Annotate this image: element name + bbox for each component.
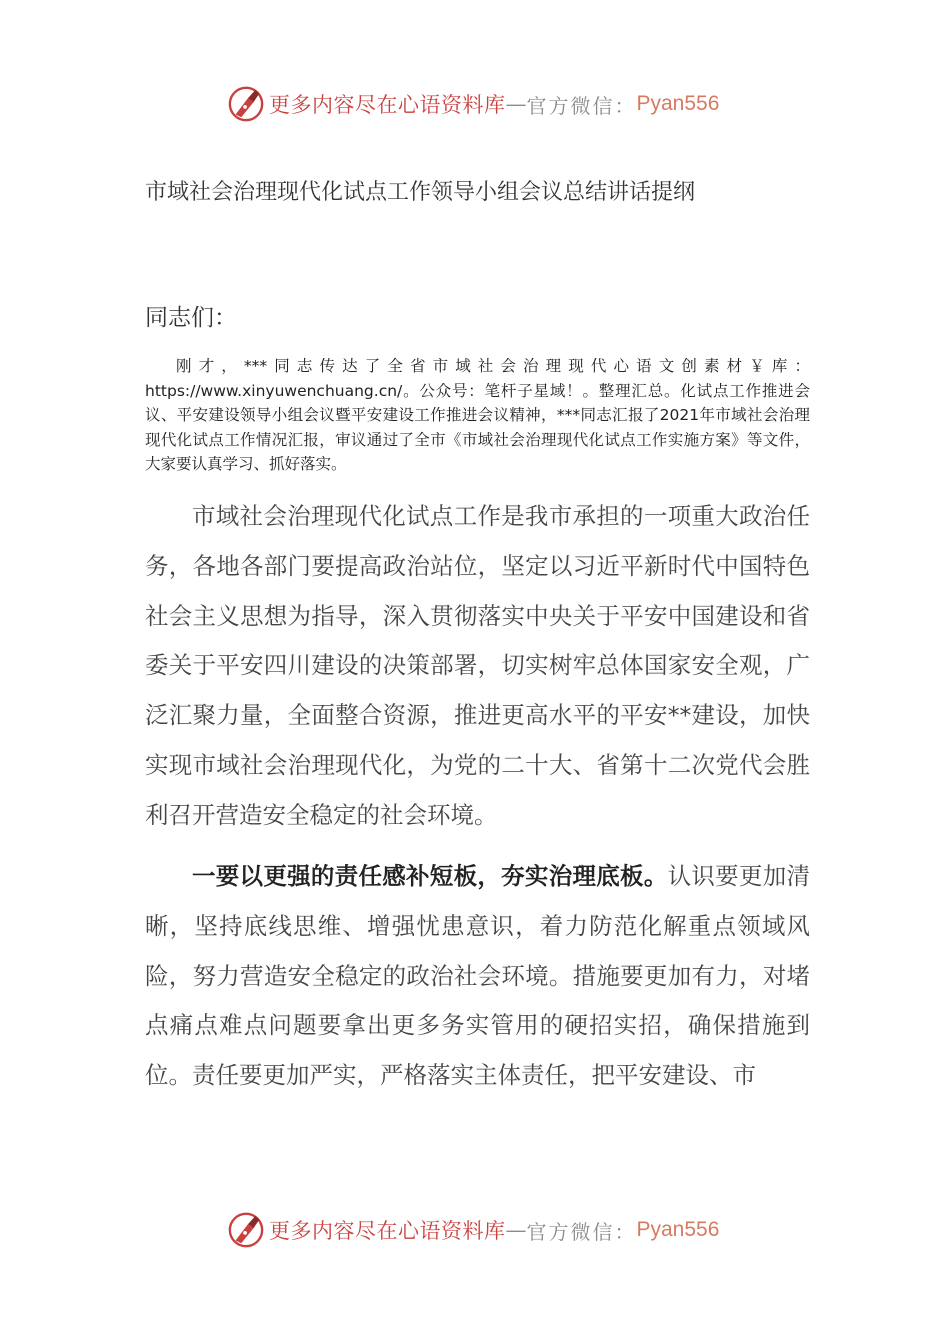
paragraph-2-lead: 一要以更强的责任感补短板，夯实治理底板。 <box>192 862 668 890</box>
watermark-group <box>227 82 719 126</box>
watermark-separator: — <box>505 1218 527 1242</box>
footer-watermark <box>0 1208 950 1252</box>
watermark-text: 更多内容尽在心语资料库 <box>269 93 506 117</box>
watermark-wechat-id: Pyan556 <box>636 92 720 115</box>
body-paragraph-2 <box>145 852 810 1101</box>
watermark-text: 更多内容尽在心语资料库 <box>269 1219 506 1243</box>
paragraph-2-body: 认识要更加清晰，坚持底线思维、增强忧患意识，着力防范化解重点领域风险，努力营造安全稳定的政治社会环境。措施要更加有力，对堵点痛点难点问题要拿出更多务实管用的硬招实招，确保措施到位。责任要更加严实，严格落实主体责任，把平安建设、市 <box>145 862 811 1090</box>
watermark-group <box>227 1208 719 1252</box>
watermark-label: 官方微信： <box>526 93 637 118</box>
greeting: 同志们： <box>145 305 237 331</box>
body-paragraph-1: 市域社会治理现代化试点工作是我市承担的一项重大政治任务，各地各部门要提高政治站位，坚定以习近平新时代中国特色社会主义思想为指导，深入贯彻落实中央关于平安中国建设和省委关于平安四川建设的决策部署，切实树牢总体国家安全观，广泛汇聚力量，全面整合资源，推进更高水平的平安**建设，加快实现市域社会治理现代化，为党的二十大、省第十二次党代会胜利召开营造安全稳定的社会环境。 <box>145 502 810 829</box>
watermark-separator: — <box>505 92 527 116</box>
intro-paragraph: 刚才，***同志传达了全省市域社会治理现代心语文创素材￥库：https://www.xinyuwenchuang.cn/。公众号：笔杆子星域！。整理汇总。化试点工作推进会议、平安建设领导小组会议暨平安建设工作推进会议精神，***同志汇报了2021年市域社会治理现代化试点工作情况汇报，审议通过了全市《市域社会治理现代化试点工作实施方案》等文件，大家要认真学习、抓好落实。 <box>145 357 810 473</box>
watermark-label: 官方微信： <box>526 1219 637 1244</box>
document-title: 市域社会治理现代化试点工作领导小组会议总结讲话提纲 <box>145 180 696 205</box>
header-watermark <box>0 82 950 126</box>
pen-nib-logo-icon <box>227 1211 265 1249</box>
watermark-wechat-id: Pyan556 <box>636 1218 720 1241</box>
pen-nib-logo-icon <box>227 85 265 123</box>
